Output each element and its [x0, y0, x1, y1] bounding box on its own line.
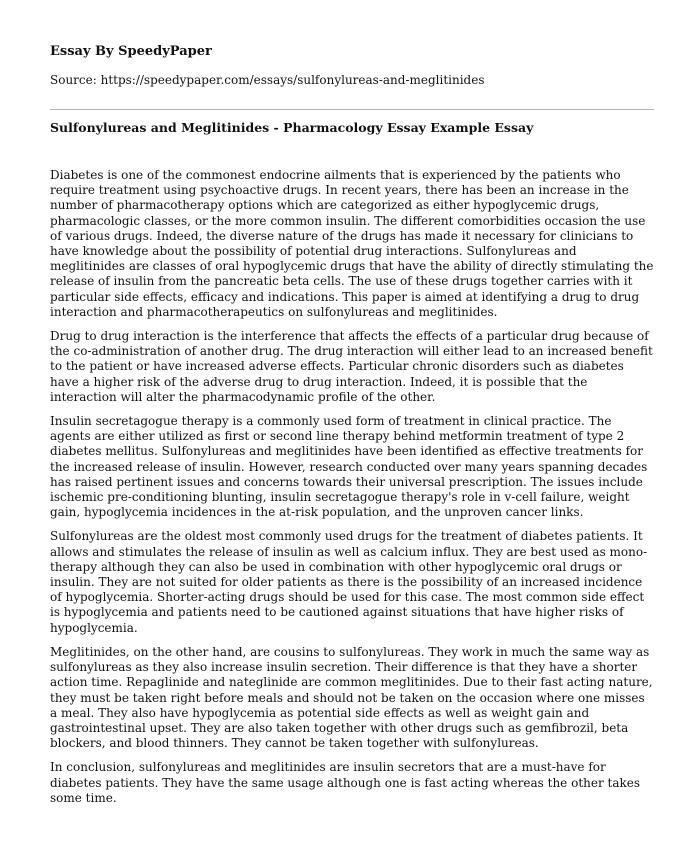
- essay-header: Essay By SpeedyPaper: [50, 44, 212, 59]
- essay-title: Sulfonylureas and Meglitinides - Pharmacology Essay Example Essay: [50, 120, 534, 135]
- paragraph: Insulin secretagogue therapy is a commonly used form of treatment in clinical practice. The agents are either utilized as first or second line therapy behind metformin treatment of type 2 diabetes mellitus. Sulfonylureas and meglitinides have been identified as effective treatments for the increased release of insulin. However, research conducted over many years spanning decades has raised pertinent issues and concerns towards their universal prescription. The issues include ischemic pre-conditioning blunting, insulin secretagogue therapy's role in v-cell failure, weight gain, hypoglycemia incidences in the at-risk population, and the unproven cancer links.: [50, 414, 648, 520]
- source-line: Source: https://speedypaper.com/essays/sulfonylureas-and-meglitinides: [50, 73, 485, 87]
- paragraph: Diabetes is one of the commonest endocrine ailments that is experienced by the patients who require treatment using psychoactive drugs. In recent years, there has been an increase in the number of pharmacotherapy options which are categorized as either hypoglycemic drugs, pharmacologic classes, or the more common insulin. The different comorbidities occasion the use of various drugs. Indeed, the diverse nature of the drugs has made it necessary for clinicians to have knowledge about the possibility of potential drug interactions. Sulfonylureas and meglitinides are classes of oral hypoglycemic drugs that have the ability of directly stimulating the release of insulin from the pancreatic beta cells. The use of these drugs together carries with it particular side effects, efficacy and indications. This paper is aimed at identifying a drug to drug interaction and pharmacotherapeutics on sulfonylureas and meglitinides.: [50, 168, 654, 319]
- paragraph: In conclusion, sulfonylureas and meglitinides are insulin secretors that are a must-have for diabetes patients. They have the same usage although one is fast acting whereas the other takes some time.: [50, 760, 641, 805]
- paragraph: Meglitinides, on the other hand, are cousins to sulfonylureas. They work in much the same way as sulfonylureas as they also increase insulin secretion. Their difference is that they have a shorter action time. Repaglinide and nateglinide are common meglitinides. Due to their fast acting nature, they must be taken right before meals and should not be taken on the occasion where one misses a meal. They also have hypoglycemia as potential side effects as well as weight gain and gastrointestinal upset. They are also taken together with other drugs such as gemfibrozil, beta blockers, and blood thinners. They cannot be taken together with sulfonylureas.: [50, 644, 653, 751]
- paragraph: Sulfonylureas are the oldest most commonly used drugs for the treatment of diabetes patients. It allows and stimulates the release of insulin as well as calcium influx. They are best used as mono-therapy although they can also be used in combination with other hypoglycemic oral drugs or insulin. They are not suited for older patients as there is the possibility of an increased incidence of hypoglycemia. Shorter-acting drugs should be used for this case. The most common side effect is hypoglycemia and patients need to be cautioned against situations that have higher risks of hypoglycemia.: [50, 529, 648, 635]
- essay-body: [50, 168, 654, 815]
- horizontal-divider: [50, 109, 654, 110]
- paragraph: Drug to drug interaction is the interference that affects the effects of a particular drug because of the co-administration of another drug. The drug interaction will either lead to an increased benefit to the patient or have increased adverse effects. Particular chronic disorders such as diabetes have a higher risk of the adverse drug to drug interaction. Indeed, it is possible that the interaction will alter the pharmacodynamic profile of the other.: [50, 329, 653, 404]
